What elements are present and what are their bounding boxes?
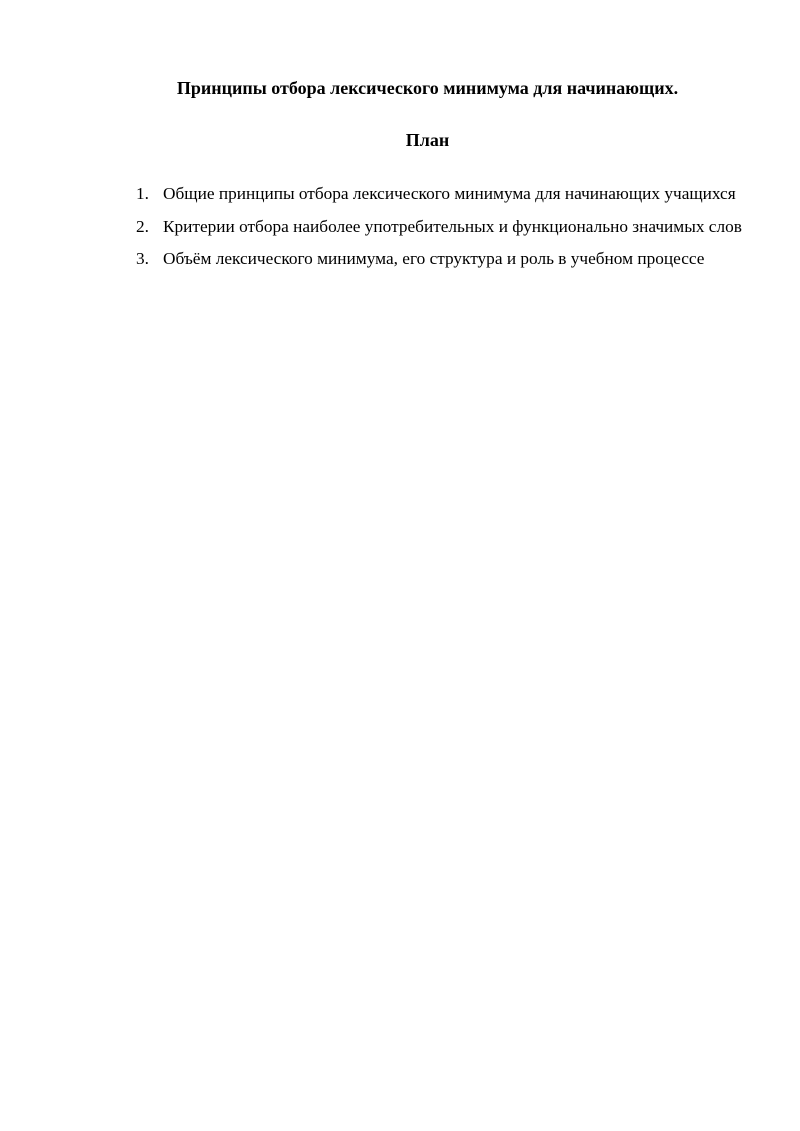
plan-item-number: 2. bbox=[136, 216, 149, 236]
plan-item-number: 3. bbox=[136, 249, 149, 268]
plan-item-text: Объём лексического минимума, его структура и роль в учебном процессе bbox=[163, 249, 705, 268]
plan-item-2 bbox=[136, 211, 743, 244]
plan-item-text: Критерии отбора наиболее употребительных и функционально значимых слов bbox=[163, 216, 742, 236]
plan-heading: План bbox=[405, 130, 450, 150]
plan-list bbox=[136, 178, 743, 276]
plan-item-text: Общие принципы отбора лексического минимума для начинающих учащихся bbox=[163, 184, 736, 203]
plan-item-1 bbox=[136, 178, 743, 211]
document-title: Принципы отбора лексического минимума для начинающих. bbox=[176, 78, 679, 98]
plan-item-number: 1. bbox=[136, 184, 149, 203]
plan-item-3 bbox=[136, 243, 743, 276]
